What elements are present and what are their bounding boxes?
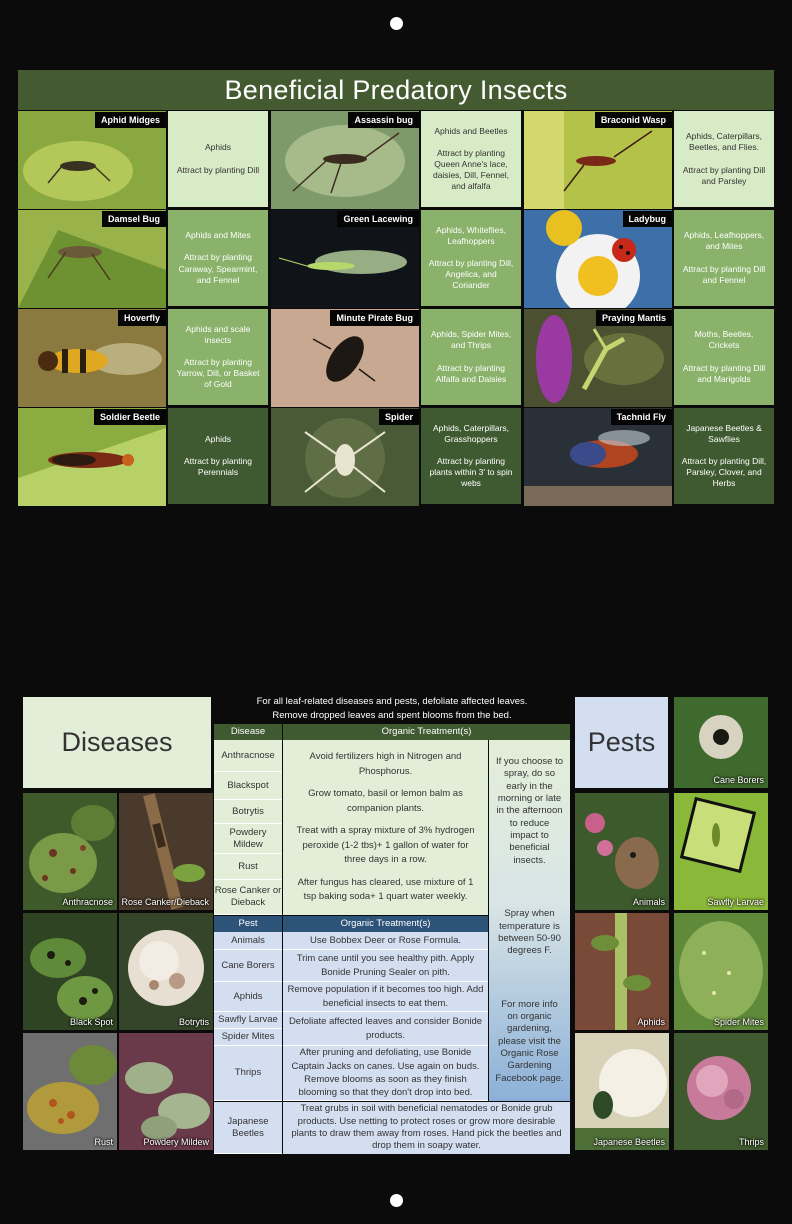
insect-name: Assassin bug [348,112,419,128]
insect-card [524,111,776,209]
insect-attract: Attract by planting Queen Anne's lace, daisies, Dill, Fennel, and alfalfa [432,147,510,192]
insect-photo [524,210,672,308]
insect-photo [18,111,166,209]
insect-prey: Aphids and Beetles [434,125,508,136]
insect-name: Green Lacewing [337,211,419,227]
disease-name: Rust [214,854,282,880]
insect-name: Spider [379,409,419,425]
pest-treatment: Remove population if it becomes too high. Add beneficial insects to eat them. [283,982,488,1012]
disease-treatment: After fungus has cleared, use mixture of 1 tsp baking soda+ 1 quart water weekly. [297,876,474,903]
disease-treatment: Grow tomato, basil or lemon balm as companion plants. [308,787,463,814]
insect-description [168,408,268,504]
insect-prey: Aphids, Spider Mites, and Thrips [430,329,512,351]
insect-attract: Attract by planting Alfalfa and Daisies [435,362,507,384]
insect-description [674,309,774,405]
insect-card [271,408,523,506]
pest-photo-animals: Animals [575,793,669,910]
disease-name: Powdery Mildew [214,824,282,854]
pest-photo-sawfly-larvae: Sawfly Larvae [674,793,768,910]
pest-treatment: Trim cane until you see healthy pith. Apply Bonide Pruning Sealer on pith. [283,950,488,982]
insect-attract: Attract by planting Perennials [183,455,253,478]
pest-treatment: Use Bobbex Deer or Rose Formula. [283,932,488,950]
disease-treatment: Treat with a spray mixture of 3% hydrogen peroxide (1-2 tbs)+ 1 gallon of water for three days in a row. [296,824,475,866]
insect-description [674,210,774,306]
pest-name: Japanese Beetles [214,1102,282,1154]
pest-name: Aphids [214,982,282,1012]
insect-description [674,111,774,207]
disease-photo-anthracnose: Anthracnose [23,793,117,910]
insect-name: Aphid Midges [95,112,166,128]
pest-name: Animals [214,932,282,950]
insect-attract: Attract by planting Dill and Marigolds [682,362,766,384]
insect-photo [271,408,419,506]
pest-photo-cane-borers: Cane Borers [674,697,768,788]
pest-name: Cane Borers [214,950,282,982]
disease-name: Blackspot [214,772,282,800]
pest-photo-thrips: Thrips [674,1033,768,1150]
insect-prey: Aphids, Caterpillars, Grasshoppers [432,422,510,444]
insect-card [18,111,270,209]
pest-treatment-header: Organic Treatment(s) [283,916,488,932]
insect-prey: Aphids [205,142,231,153]
insect-attract: Attract by planting Dill, Parsley, Clover, and Herbs [681,455,767,489]
insect-attract: Attract by planting Dill, Angelica, and Coriander [428,257,514,291]
insect-description [421,210,521,306]
insect-name: Ladybug [623,211,673,227]
insect-photo [271,210,419,308]
disease-photo-botrytis: Botrytis [119,913,213,1030]
insect-photo [271,309,419,407]
pest-name: Sawfly Larvae [214,1012,282,1029]
general-note [214,695,570,723]
insect-photo [524,408,672,506]
insect-prey: Aphids [205,433,231,444]
pest-name: Thrips [214,1046,282,1101]
disease-photo-rose-canker: Rose Canker/Dieback [119,793,213,910]
disease-name: Rose Canker or Dieback [214,880,282,915]
insect-description [168,111,268,207]
insect-name: Soldier Beetle [94,409,166,425]
insect-attract: Attract by planting plants within 3' to spin webs [429,455,513,489]
insect-photo [18,210,166,308]
insect-prey: Aphids, Leafhoppers, and Mites [683,230,765,252]
spray-note: Spray when temperature is between 50-90 degrees F. [498,908,561,957]
insect-card [524,408,776,506]
insect-description [421,111,521,207]
disease-column-header: Disease [214,724,282,740]
insect-description [421,309,521,405]
disease-treatment: Avoid fertilizers high in Nitrogen and Phosphorus. [309,751,462,777]
disease-treatment-header: Organic Treatment(s) [283,724,570,740]
insect-card [271,210,523,308]
insect-attract: Attract by planting Dill and Fennel [682,263,766,285]
insect-prey: Aphids and Mites [185,230,251,241]
treatment-table [214,724,570,1154]
insect-card [271,309,523,407]
disease-photo-black-spot: Black Spot [23,913,117,1030]
insect-prey: Japanese Beetles & Sawflies [686,422,762,444]
note-line-1: For all leaf-related diseases and pests, defoliate affected leaves. [256,696,528,707]
disease-name: Botrytis [214,800,282,824]
insect-description [421,408,521,504]
pest-column-header: Pest [214,916,282,932]
pest-photo-japanese-beetles: Japanese Beetles [575,1033,669,1150]
insect-photo [271,111,419,209]
insects-grid [18,111,774,504]
insect-prey: Aphids, Caterpillars, Beetles, and Flies. [685,131,763,153]
insect-card [18,408,270,506]
insect-prey: Aphids, Whiteflies, Leafhoppers [436,224,506,246]
insect-prey: Aphids and scale insects [185,323,251,345]
disease-photo-rust: Rust [23,1033,117,1150]
disease-name: Anthracnose [214,740,282,772]
disease-photo-powdery-mildew: Powdery Mildew [119,1033,213,1150]
binding-hole-top [390,17,403,30]
pests-title: Pests [575,697,668,788]
diseases-title: Diseases [23,697,211,788]
insect-description [168,309,268,405]
pest-treatment: After pruning and defoliating, use Bonide Captain Jacks on canes. Use again on buds. Remove blooms as soon as they finish blooming so that they don't drop into bed. [283,1046,488,1101]
insect-photo [18,309,166,407]
spray-note: For more info on organic gardening, please visit the Organic Rose Gardening Facebook page. [495,998,564,1084]
insect-attract: Attract by planting Dill [176,164,260,175]
insect-attract: Attract by planting Yarrow, Dill, or Basket of Gold [176,356,260,390]
beneficial-insects-panel [18,70,774,504]
spray-notes [489,740,570,1101]
note-line-2: Remove dropped leaves and spent blooms from the bed. [272,710,512,721]
insect-photo [524,309,672,407]
insect-prey: Moths, Beetles, Crickets [694,329,754,351]
insect-card [524,210,776,308]
disease-treatments [283,740,488,915]
insect-description [674,408,774,504]
pest-name: Spider Mites [214,1029,282,1046]
insect-name: Damsel Bug [102,211,166,227]
pest-photo-aphids: Aphids [575,913,669,1030]
insect-photo [18,408,166,506]
insect-name: Minute Pirate Bug [330,310,419,326]
pest-treatment: Defoliate affected leaves and consider Bonide products. [283,1012,488,1046]
pest-treatment: Treat grubs in soil with beneficial nematodes or Bonide grub products. Use netting to protect roses or grow more desirable plants to draw them away from roses. Hand pick the beetles and drop them in soapy water. [283,1102,570,1154]
insect-description [168,210,268,306]
insect-photo [524,111,672,209]
insect-name: Hoverfly [118,310,166,326]
insect-card [18,309,270,407]
insect-attract: Attract by planting Dill and Parsley [682,164,766,186]
binding-hole-bottom [390,1194,403,1207]
insect-card [18,210,270,308]
insect-card [271,111,523,209]
pest-photo-spider-mites: Spider Mites [674,913,768,1030]
insect-card [524,309,776,407]
insect-name: Tachnid Fly [611,409,672,425]
insects-title: Beneficial Predatory Insects [18,70,774,110]
spray-note: If you choose to spray, do so early in the morning or late in the afternoon to reduce impact to beneficial insects. [495,756,564,866]
insect-name: Praying Mantis [596,310,672,326]
insect-name: Braconid Wasp [595,112,672,128]
insect-attract: Attract by planting Caraway, Spearmint, and Fennel [178,252,258,285]
